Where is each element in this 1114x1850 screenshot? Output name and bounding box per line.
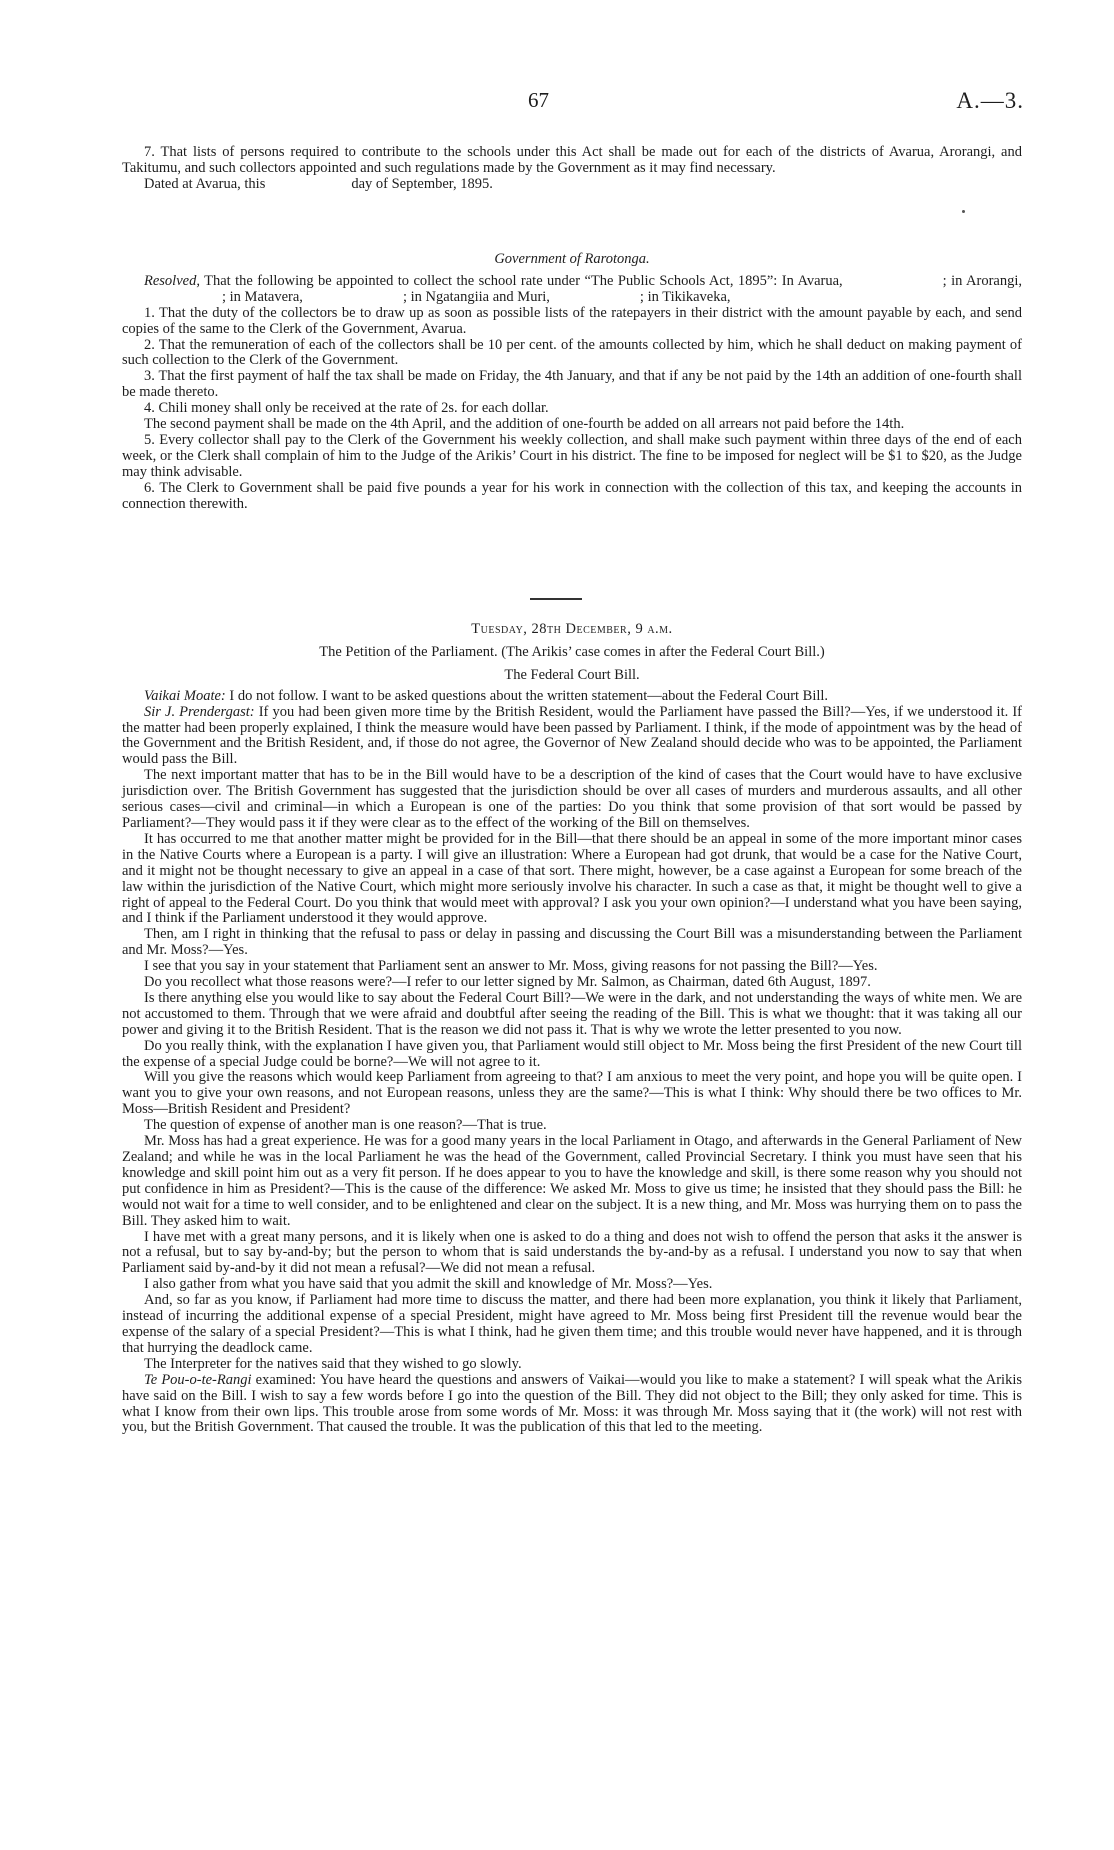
testimony-2 [122,705,1022,769]
dateline: Tuesday, 28th December, 9 a.m. [471,621,673,637]
collector-ngatangiia: ; in Ngatangiia and Muri, [402,288,550,305]
collector-tikikaveka: ; in Tikikaveka, [639,288,731,305]
testimony-15: And, so far as you know, if Parliament had more time to discuss the matter, and there had been more explanation, you think it likely that Parliament, instead of incurring the additional expense of a special President, might have agreed to Mr. Moss being first President till the revenue would bear the expense of the salary of a special President?—This is what I think, had he given them time; and this trouble would never have happened, and it is through that hurrying the deadlock came. [122,1292,1022,1356]
testimony-10: Will you give the reasons which would keep Parliament from agreeing to that? I am anxious to meet the very point, and hope you will be quite open. I want you to give your own reasons, and not European reasons, unless they are the same?—This is what I think: Why should there be two offices to Mr. Moss—British Resident and President? [122,1069,1022,1118]
petition-subtitle: The Petition of the Parliament. (The Arikis’ case comes in after the Federal Court Bill.) [319,643,825,660]
section-federal-court-bill [122,622,1022,1436]
collector-arorangi: ; in Arorangi, [942,272,1022,289]
section-title: Government of Rarotonga. [494,251,650,267]
dated-prefix: Dated at Avarua, this [144,175,266,192]
resolved-intro: That the following be appointed to collect the school rate under “The Public Schools Act, 1895”: In Avarua, [199,272,843,289]
testimony-6: I see that you say in your statement that Parliament sent an answer to Mr. Moss, giving reasons for not passing the Bill?—Yes. [144,958,878,975]
testimony-14: I also gather from what you have said that you admit the skill and knowledge of Mr. Moss?—Yes. [144,1276,713,1293]
document-reference: A.—3. [956,88,1024,113]
testimony-4: It has occurred to me that another matter might be provided for in the Bill—that there should be an appeal in some of the more important minor cases in the Native Courts where a European is a party. I will give an illustration: Where a European had got drunk, that would be a case for the Native Court, and it might not be thought necessary to give an appeal in a case of that sort. There might, however, be a case against a European for some breach of the law within the jurisdiction of the Native Court, which might more seriously involve his character. In such a case as that, it might be thought well to give a right of appeal to the Federal Court. Do you think that would meet with approval? I ask you your own opinion?—I understand what you have been saying, and I think if the Parliament understood it they would approve. [122,830,1022,927]
testimony-3: The next important matter that has to be in the Bill would have to be a description of the kind of cases that the Court would have to have exclusive jurisdiction over. The British Government has suggested that the jurisdiction should be over all cases of murders and murderous assaults, and all other serious cases—civil and criminal—in which a European is one of the parties: Do you think that some provision of that sort would be passed by Parliament?—They would pass it if they were clear as to the effect of the working of the Bill on themselves. [122,767,1022,831]
resolution-item-3: 3. That the first payment of half the tax shall be made on Friday, the 4th January, and that if any be not paid by the 14th an addition of one-fourth shall be made thereto. [122,368,1022,401]
resolved-label: Resolved, [144,272,200,289]
page-number: 67 [528,88,549,112]
testimony-8: Is there anything else you would like to say about the Federal Court Bill?—We were in the dark, and not understanding the ways of white men. We are not accustomed to them. Through that we were afraid and doubtful after seeing the reading of the Bill. This is what we thought: that it was taking all our power and giving it to the British Resident. That is the reason we did not pass it. That is why we wrote the letter presented to you now. [122,989,1022,1038]
speaker-te-pou-o-te-rangi: Te Pou-o-te-Rangi [144,1371,252,1388]
speaker-prendergast: Sir J. Prendergast: [144,703,255,720]
section-school-lists [122,145,1022,193]
testimony-12: Mr. Moss has had a great experience. He was for a good many years in the local Parliament in Otago, and afterwards in the General Parliament of New Zealand; and while he was in the local Parliament he was the head of the Government, called Provincial Secretary. I think you must have seen that his knowledge and skill point him out as a very fit person. If he does appear to you to have the knowledge and skill, is there some reason why you should not put confidence in him as President?—This is the cause of the difference: We asked Mr. Moss to give us time; he insisted that they should pass the Bill: he would not wait for a time to well consider, and to be enlightened and clear on the subject. It is a new thing, and Mr. Moss was hurrying them on to pass the Bill. They asked him to wait. [122,1133,1022,1229]
testimony-1 [122,689,1022,705]
testimony-2-text: If you had been given more time by the British Resident, would the Parliament have passed the Bill?—Yes, if we understood it. If the matter had been properly explained, I think the measure would have been passed by Parliament. I think, if the mode of appointment was by the head of the Government and the British Resident, and, if those do not agree, the Governor of New Zealand should decide who was to be appointed, the Parliament would pass the Bill. [122,703,1022,768]
print-speck [962,210,965,213]
testimony-9: Do you really think, with the explanation I have given you, that Parliament would still object to Mr. Moss being the first President of the new Court till the expense of a special Judge could be borne?—We will not agree to it. [122,1037,1022,1070]
speaker-vaikai-moate: Vaikai Moate: [144,687,226,704]
dated-suffix: day of September, 1895. [351,175,493,192]
bill-subtitle: The Federal Court Bill. [504,666,640,683]
testimony-13: I have met with a great many persons, and it is likely when one is asked to do a thing and does not wish to offend the person that asks it the answer is not a refusal, but to say by-and-by; but the person to whom that is said understands the by-and-by as a refusal. I understand you now to say that when Parliament said by-and-by it did not mean a refusal?—We did not mean a refusal. [122,1228,1022,1277]
page-header [118,88,1024,118]
resolution-item-4b: The second payment shall be made on the 4th April, and the addition of one-fourth be added on all arrears not paid before the 14th. [144,416,905,433]
testimony-17 [122,1373,1022,1437]
testimony-17-text: examined: You have heard the questions and answers of Vaikai—would you like to make a statement? I will speak what the Arikis have said on the Bill. I wish to say a few words before I go into the question of the Bill. They did not object to the Bill; they only asked for time. This is what I know from their own lips. This trouble arose from some words of Mr. Moss: it was through Mr. Moss saying that it (the work) will not rest with you, but the British Government. That caused the trouble. It was the publication of this that led to the meeting. [122,1371,1022,1436]
testimony-1-text: I do not follow. I want to be asked questions about the written statement—about the Federal Court Bill. [225,687,829,704]
paragraph-7: 7. That lists of persons required to contribute to the schools under this Act shall be made out for each of the districts of Avarua, Arorangi, and Takitumu, and such collectors appointed and such regulations made by the Government as it may find necessary. [122,144,1022,176]
resolution-item-2: 2. That the remuneration of each of the collectors shall be 10 per cent. of the amounts collected by him, which he shall deduct on making payment of such collection to the Clerk of the Government. [122,336,1022,369]
resolution-item-4: 4. Chili money shall only be received at the rate of 2s. for each dollar. [144,400,549,417]
resolution-item-5: 5. Every collector shall pay to the Clerk of the Government his weekly collection, and shall make such payment within three days of the end of each week, or the Clerk shall complain of him to the Judge of the Arikis’ Court in his district. The fine to be imposed for neglect will be $1 to $20, as the Judge may think advisable. [122,431,1022,480]
testimony-16: The Interpreter for the natives said that they wished to go slowly. [144,1355,522,1372]
section-government-resolution [122,252,1022,513]
resolution-item-1: 1. That the duty of the collectors be to draw up as soon as possible lists of the ratepayers in their district with the amount payable by each, and send copies of the same to the Clerk of the Government, Avarua. [122,304,1022,337]
resolved-paragraph [122,274,1022,306]
testimony-11: The question of expense of another man is one reason?—That is true. [144,1117,547,1134]
testimony-5: Then, am I right in thinking that the refusal to pass or delay in passing and discussing the Court Bill was a misunderstanding between the Parliament and Mr. Moss?—Yes. [122,926,1022,959]
section-divider [530,598,582,600]
resolution-item-6: 6. The Clerk to Government shall be paid five pounds a year for his work in connection with the collection of this tax, and keeping the accounts in connection therewith. [122,479,1022,512]
testimony-7: Do you recollect what those reasons were?—I refer to our letter signed by Mr. Salmon, as Chairman, dated 6th August, 1897. [144,974,871,991]
collector-matavera: ; in Matavera, [222,288,303,305]
dated-line [122,177,1022,193]
